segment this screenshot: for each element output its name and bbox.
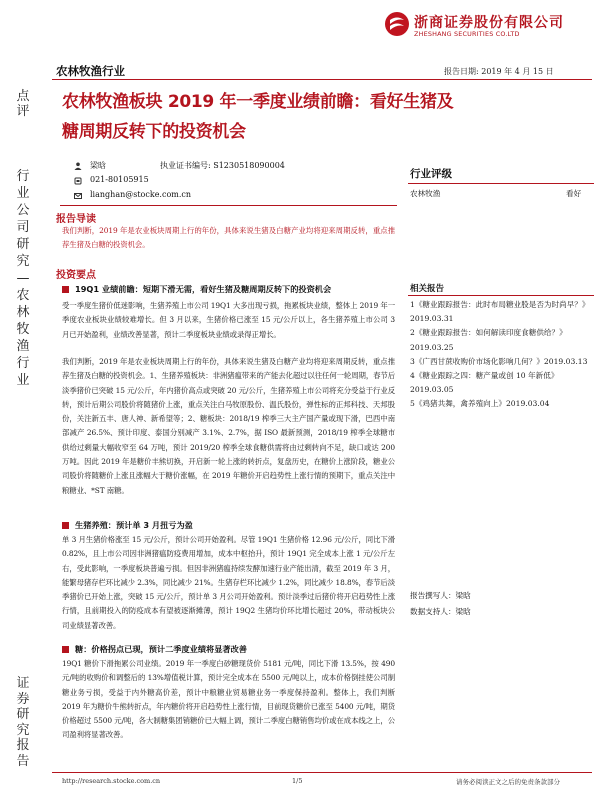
rating-divider-top: [408, 183, 594, 184]
point-4-paragraph: 19Q1 糖价下滑拖累公司业绩。2019 年一季度白砂糖现货价 5181 元/吨，同比下滑 13.5%，按 490 元/吨的收购价和调整后的 13%增值税计算，预计完全成本在 5500 元/吨以上，成本价格倒挂使公司制糖业务亏损，受益于内外糖高价差，预计中粮糖业贸易糖业务一季度保持盈利。整体上，我们判断 2019 年为糖价牛熊转折点，年内糖价将开启趋势性上涨行情，目前现货糖价已涨至 5400 元/吨，期货价格超过 5500 元/吨，各大制糖集团销糖价已大幅上调，预计二季度白糖销售均价或在成本线之上，公司盈利将显著改善。: [62, 659, 395, 740]
point-2-heading: 生猪养殖：预计单 3 月扭亏为盈: [62, 520, 193, 531]
footer-url[interactable]: http://research.stocke.com.cn: [62, 777, 161, 785]
related-report-item[interactable]: 3《广西甘蔗收购价市场化影响几何？》2019.03.13: [410, 356, 588, 366]
email-icon: [74, 192, 82, 200]
report-title-line-1: 农林牧渔板块 2019 年一季度业绩前瞻：看好生猪及: [62, 92, 454, 112]
related-report-item[interactable]: 4《糖业跟踪之四：糖产量或创 10 年新低》2019.03.05: [410, 371, 559, 395]
sidebar-tag-bottom: 证券研究报告: [16, 676, 30, 769]
points-heading: 投资要点: [56, 270, 96, 281]
report-date: 报告日期: 2019 年 4 月 15 日: [444, 67, 554, 76]
footer-disclaimer: 请务必阅读正文之后的免责条款部分: [456, 778, 560, 786]
sidebar-tag-middle: 行业公司研究—农林牧渔行业: [16, 169, 30, 388]
company-name-en: ZHESHANG SECURITIES CO.LTD: [414, 30, 520, 38]
page-number: 1/5: [292, 777, 303, 785]
related-divider: [408, 295, 594, 296]
author-divider: [60, 205, 397, 206]
rating-sector: 农林牧渔: [410, 189, 441, 198]
phone-icon: [74, 177, 82, 185]
point-1-paragraph: 受一季度生猪价低迷影响，生猪养殖上市公司 19Q1 大多出现亏损，拖累板块业绩，整体上 2019 年一季度农业板块业绩较难增长。但 3 月以来，生猪价格已涨至 15 元/公斤以上，各生猪养殖上市公司 3 月已开始盈利，业绩改善显著，预计二季度板块业绩或录得正增长。: [62, 301, 395, 339]
report-title-line-2: 糖周期反转下的投资机会: [62, 122, 246, 142]
footer-divider: [52, 772, 592, 773]
guide-text: 我们判断，2019 年是农业板块周期上行的年份，具体来说生猪及白糖产业均将迎来周期反转，重点推荐生猪及白糖的投资机会。: [62, 226, 395, 250]
header-divider: [52, 79, 592, 80]
industry-label: 农林牧渔行业: [56, 64, 125, 78]
sidebar-tag-top: 点评: [16, 89, 30, 119]
rating-heading: 行业评级: [410, 168, 452, 180]
point-2-paragraph: 我们判断，2019 年是农业板块周期上行的年份，具体来说生猪及白糖产业均将迎来周期反转，重点推荐生猪及白糖的投资机会。1、生猪养殖板块：非洲猪瘟带来的产能去化超过以往任何一轮周期，春节后淡季猪价已突破 15 元/公斤，年内猪价高点或突破 20 元/公斤，生猪养殖上市公司将充分受益于行业反转，预计后期公司股价将随猪价上涨，重点关注白马牧原股份、温氏股份，弹性标的正邦科技、天邦股份，关注新五丰、唐人神、新希望等；2、糖板块：2018/19 榨季三大主产国产量或现下滑，巴西中南部减产 26.5%、预计印度、泰国分别减产 3.1%、2.7%，据 ISO 最新预测，2018/19 榨季全球糖市供给过剩量大幅收窄至 64 万吨，预计 2019/20 榨季全球食糖供需将由过剩转向不足，缺口或达 200 万吨。因此 2019 年是糖价丰熊切换，开启新一轮上涨的转折点，复盘历史，在糖价上涨阶段，糖业公司股价将随糖价上涨且涨幅大于糖价涨幅，在 2019 年糖价开启趋势性上涨行情的预期下，重点关注中粮糖业、*ST 南糖。: [62, 357, 395, 495]
related-report-item[interactable]: 1《糖业跟踪报告：此时布局糖业股是否为时尚早？》2019.03.31: [410, 300, 590, 324]
author-cert: 执业证书编号: S1230518090004: [160, 161, 285, 170]
related-heading: 相关报告: [410, 284, 445, 294]
company-logo-icon: [384, 11, 410, 37]
report-writer: 报告撰写人：梁晗: [410, 591, 471, 600]
person-icon: [74, 162, 82, 170]
related-report-item[interactable]: 5《鸡猪共舞，禽养殖向上》2019.03.04: [410, 399, 550, 409]
author-name: 梁晗: [90, 161, 106, 170]
company-name-cn: 浙商证券股份有限公司: [414, 15, 564, 31]
point-3-paragraph: 单 3 月生猪价格涨至 15 元/公斤，预计公司开始盈利。尽管 19Q1 生猪价格 12.96 元/公斤，同比下滑 0.82%，且上市公司因非洲猪瘟防疫费用增加，成本中枢抬升，预计 19Q1 完全成本上涨 1 元/公斤左右，受此影响，一季度板块普遍亏损。但因非洲猪瘟持续发酵加速行业产能出清，截至 2019 年 3 月，能繁母猪存栏环比减少 2.3%，同比减少 21%。生猪存栏环比减少 1.2%，同比减少 18.8%，春节后淡季猪价已开始上涨，突破 15 元/公斤，预计单 3 月公司开始盈利。预计淡季过后猪价将开启趋势性上涨行情，且前期投入的防疫成本有望被逐渐摊薄，预计 19Q2 生猪均价环比增长超过 20%，带动板块公司业绩显著改善。: [62, 535, 395, 630]
data-support: 数据支持人：梁晗: [410, 607, 471, 616]
author-phone: 021-80105915: [90, 175, 149, 184]
author-email: lianghan@stocke.com.cn: [90, 190, 192, 199]
related-report-item[interactable]: 2《糖业跟踪报告：如何解读印度食糖供给？》2019.03.25: [410, 328, 567, 352]
related-list: [410, 298, 590, 412]
point-1-heading: 19Q1 业绩前瞻：短期下滑无需，看好生猪及糖周期反转下的投资机会: [62, 284, 331, 295]
guide-heading: 报告导读: [56, 214, 96, 225]
rating-value: 看好: [566, 189, 582, 198]
point-3-heading: 糖：价格拐点已现，预计二季度业绩将显著改善: [62, 644, 247, 655]
